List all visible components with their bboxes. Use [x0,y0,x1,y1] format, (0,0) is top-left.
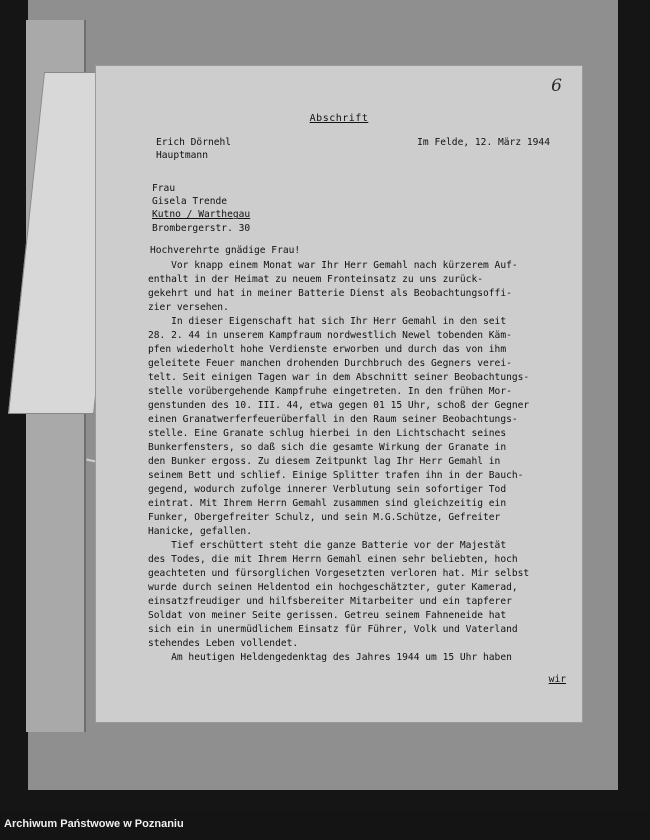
letter-line: gegend, wodurch zufolge innerer Verblutung sein sofortiger Tod [148,484,507,495]
letter-line: Am heutigen Heldengedenktag des Jahres 1944 um 15 Uhr haben [148,652,512,663]
letter-line: genstunden des 10. III. 44, etwa gegen 01 15 Uhr, schoß der Gegner [148,400,530,411]
letter-line: wurde durch seinen Heldentod ein hochgeschätzter, guter Kamerad, [148,582,518,593]
place-date: Im Felde, 12. März 1944 [417,137,550,148]
sender-block [156,136,231,162]
letter-line: stehendes Leben vollendet. [148,638,299,649]
letter-line: telt. Seit einigen Tagen war in dem Abschnitt seiner Beobachtungs- [148,372,530,383]
document-title: Abschrift [309,113,369,124]
letter-line: pfen wiederholt hohe Verdienste erworben und durch das von ihm [148,344,507,355]
letter-line: den Bunker ergoss. Zu diesem Zeitpunkt lag Ihr Herr Gemahl in [148,456,501,467]
continuation-word: wir [548,674,566,685]
handwritten-page-number: 6 [551,76,562,96]
sender-rank: Hauptmann [156,150,208,162]
letter-line: stelle. Eine Granate schlug hierbei in den Lichtschacht seines [148,428,507,439]
letter-line: In dieser Eigenschaft hat sich Ihr Herr Gemahl in den seit [148,316,507,327]
letter-body [148,259,568,665]
addressee-line: Brombergerstr. 30 [152,222,251,234]
letter-line: gekehrt und hat in meiner Batterie Dienst als Beobachtungsoffi- [148,288,512,299]
letter-line: geachteten und fürsorglichen Vorgesetzten verloren hat. Mir selbst [148,568,530,579]
letter-line: Soldat von meiner Seite gerissen. Getreu seinem Fahneneide hat [148,610,507,621]
letter-line: geleitete Feuer manchen drohenden Durchbruch des Gegners verei- [148,358,512,369]
letter-line: sich ein in unermüdlichem Einsatz für Führer, Volk und Vaterland [148,624,518,635]
letter-line: 28. 2. 44 in unserem Kampfraum nordwestlich Newel tobenden Käm- [148,330,512,341]
sender-name: Erich Dörnehl [156,137,232,148]
archive-label: Archiwum Państwowe w Poznaniu [4,818,184,830]
letter-line: des Todes, die mit Ihrem Herrn Gemahl einen sehr beliebten, hoch [148,554,518,565]
letter-line: Vor knapp einem Monat war Ihr Herr Gemahl nach kürzerem Auf- [148,260,518,271]
salutation: Hochverehrte gnädige Frau! [150,245,301,256]
letter-line: einsatzfreudiger und hilfsbereiter Mitarbeiter und ein tapferer [148,596,512,607]
letter-line: einen Granatwerferfeuerüberfall in den Raum seiner Beobachtungs- [148,414,518,425]
letter-line: stelle vorübergehende Kampfruhe eingetreten. In den frühen Mor- [148,386,512,397]
letter-line: seinem Bett und schlief. Einige Splitter trafen ihn in der Bauch- [148,470,524,481]
letter-line: Tief erschüttert steht die ganze Batterie vor der Majestät [148,540,507,551]
letter-line: Hanicke, gefallen. [148,526,252,537]
letter-line: Funker, Obergefreiter Schulz, und sein M.G.Schütze, Gefreiter [148,512,501,523]
letter-line: enthalt in der Heimat zu neuem Fronteinsatz zu uns zurück- [148,274,484,285]
addressee-line: Gisela Trende [152,196,228,208]
addressee-line: Frau [152,183,176,194]
letter-line: zier versehen. [148,302,229,313]
addressee-block [152,182,250,235]
letter-page [96,66,582,722]
letter-line: eintrat. Mit Ihrem Herrn Gemahl zusammen sind gleichzeitig ein [148,498,507,509]
letter-line: Bunkerfensters, so daß sich die gesamte Wirkung der Granate in [148,442,507,453]
addressee-line: Kutno / Warthegau [152,209,251,221]
